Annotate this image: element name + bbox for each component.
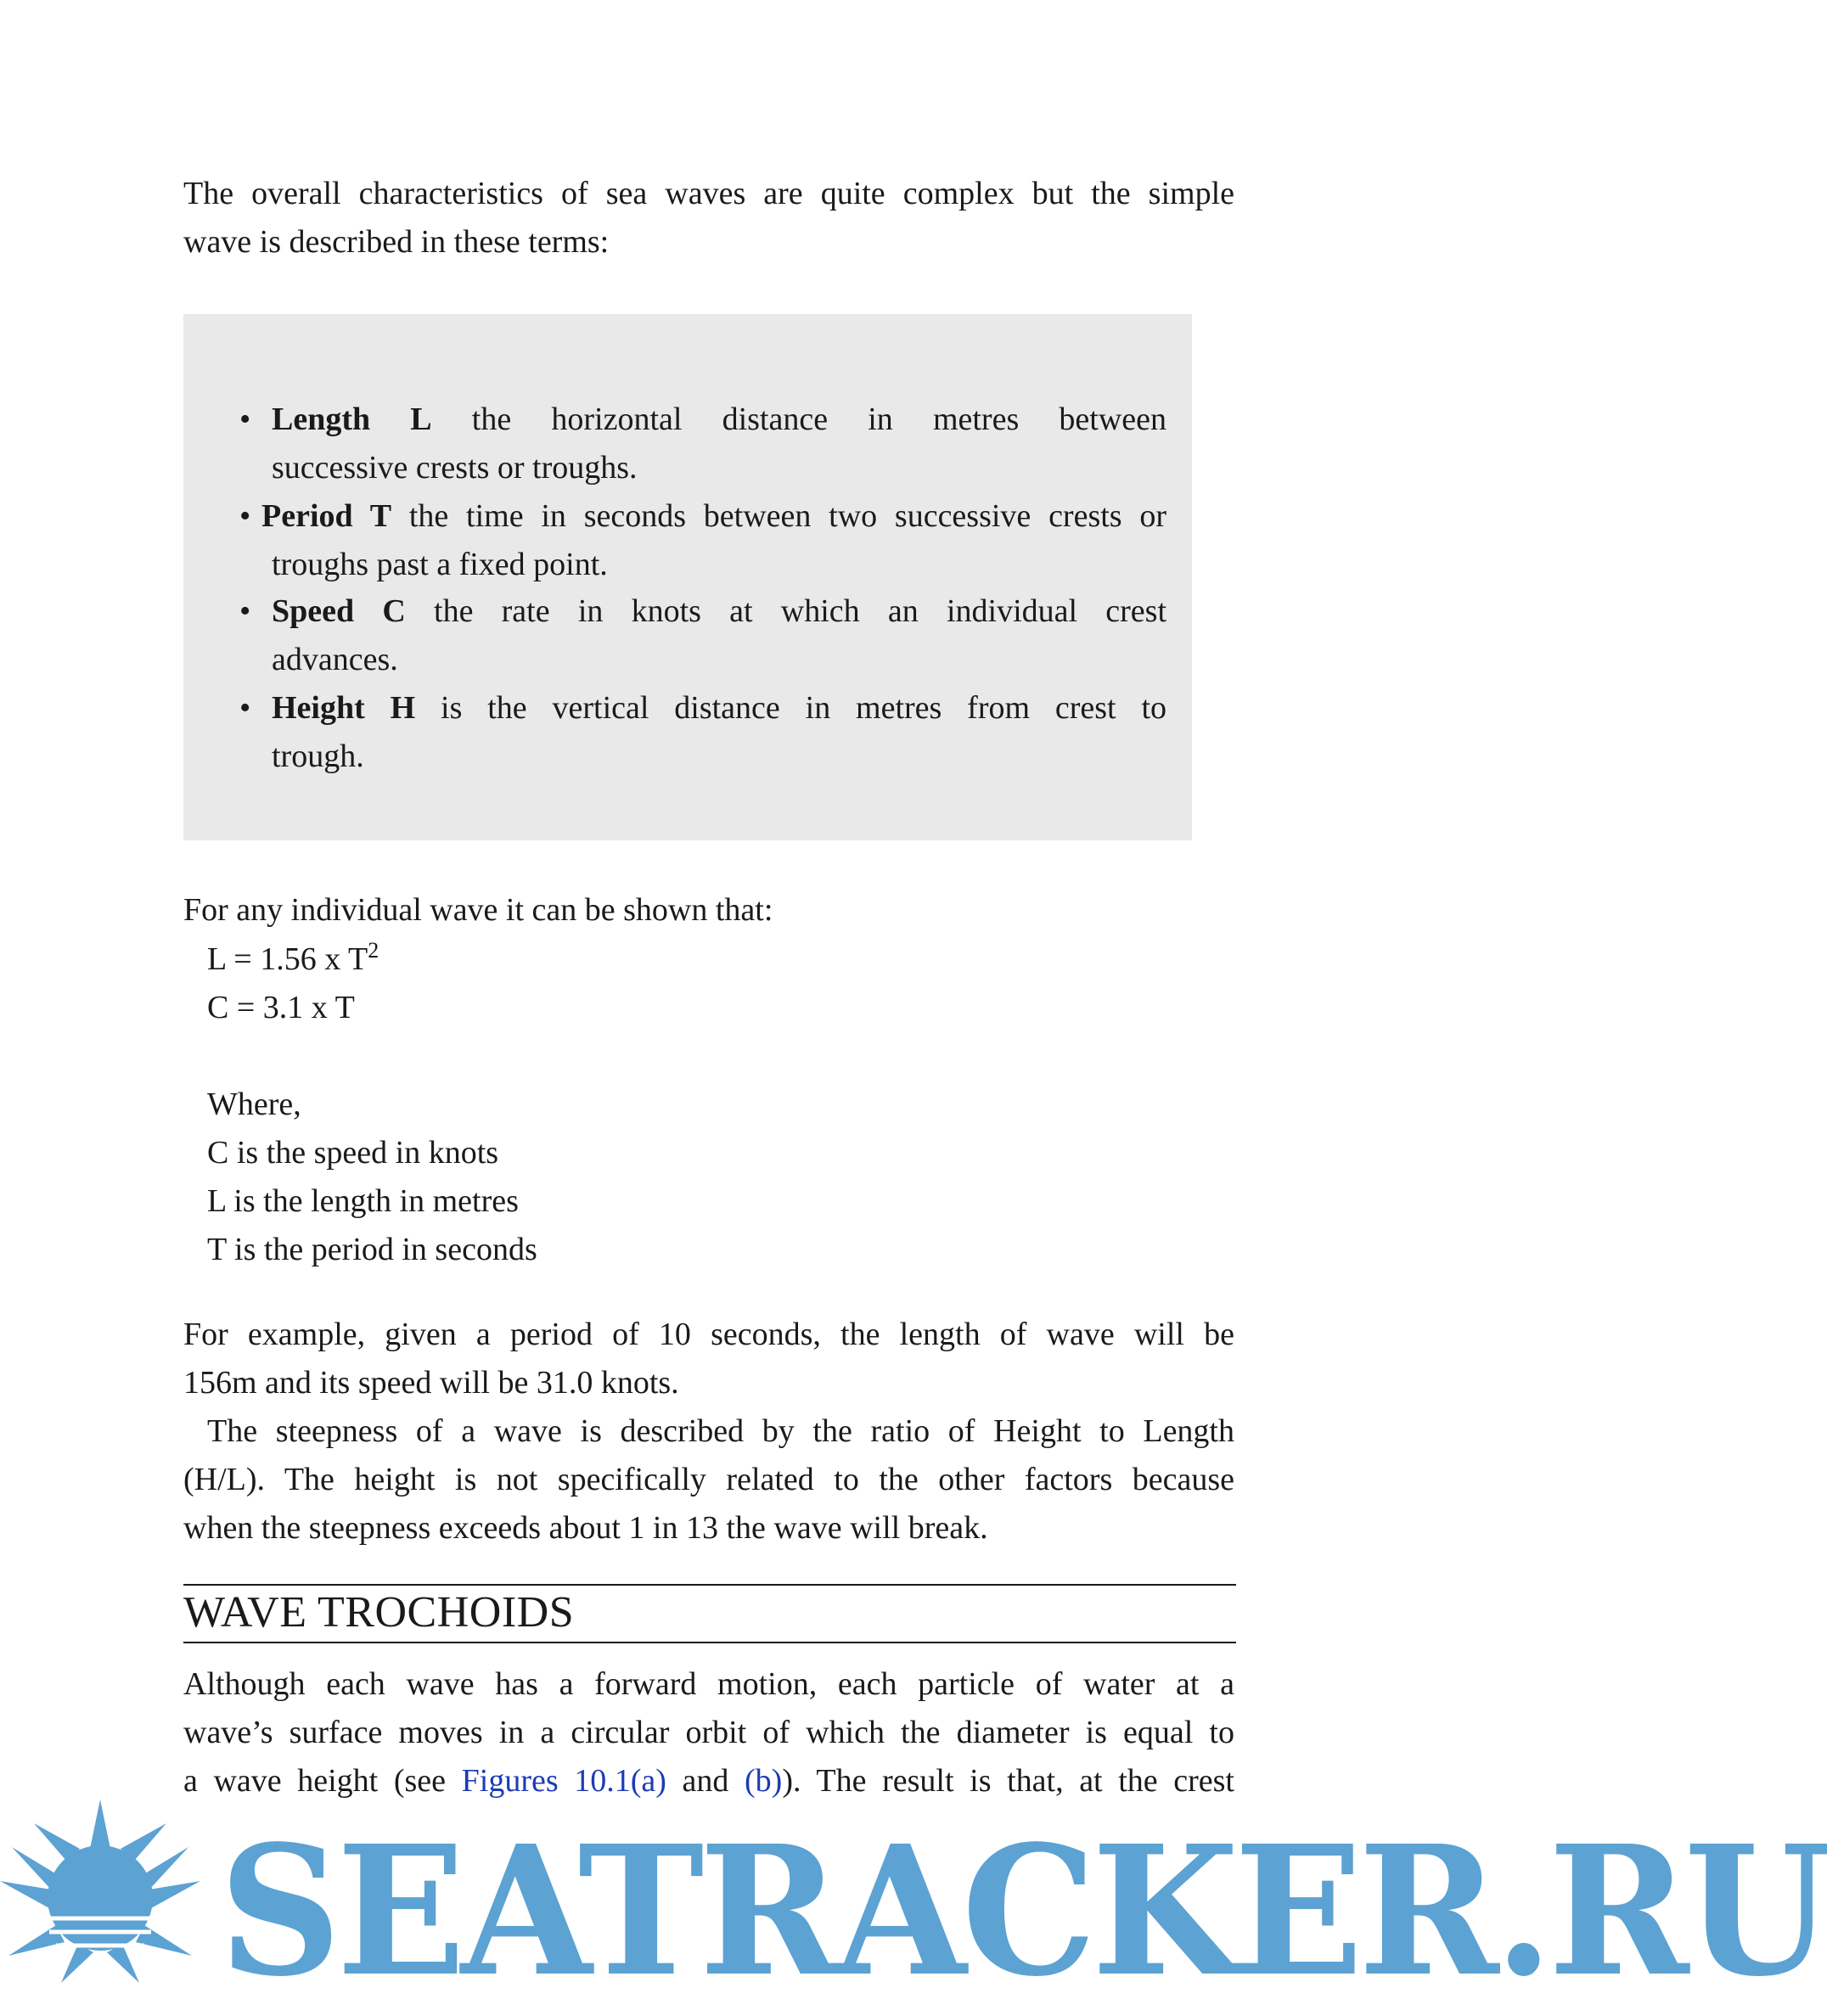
heading-rule-bottom: [183, 1642, 1236, 1643]
intro-line-1: The overall characteristics of sea waves are quite complex but the simple: [183, 176, 1234, 211]
formula-speed: C = 3.1 x T: [207, 990, 355, 1025]
bullet-icon: •: [239, 498, 251, 534]
exponent: 2: [368, 938, 379, 963]
watermark-text: SEATRACKER.RU: [219, 1806, 1827, 2016]
definition-l: L is the length in metres: [207, 1183, 519, 1219]
intro-line-2: wave is described in these terms:: [183, 224, 610, 260]
term-speed: Speed C: [272, 593, 406, 629]
bullet-icon: •: [239, 593, 251, 629]
sun-logo-icon: [0, 1800, 212, 1983]
section-line-2: wave’s surface moves in a circular orbit of which the diameter is equal to: [183, 1715, 1234, 1750]
section-line-3: a wave height (see Figures 10.1(a) and (b)). The result is that, at the crest: [183, 1763, 1234, 1799]
definition-length: • Length L the horizontal distance in metres between successive crests or troughs.: [239, 396, 1166, 492]
term-height: Height H: [272, 690, 416, 726]
figure-link-a[interactable]: Figures 10.1(a): [461, 1763, 666, 1799]
figure-link-b[interactable]: (b): [745, 1763, 783, 1799]
steepness-line-2: (H/L). The height is not specifically related to the other factors because: [183, 1462, 1234, 1497]
section-line-1: Although each wave has a forward motion, each particle of water at a: [183, 1666, 1234, 1702]
steepness-line-1: The steepness of a wave is described by the ratio of Height to Length: [207, 1413, 1234, 1449]
term-period: Period T: [261, 498, 392, 534]
example-line-1: For example, given a period of 10 seconds, the length of wave will be: [183, 1317, 1234, 1352]
definition-period: • Period T the time in seconds between two successive crests or troughs past a fixed point.: [239, 492, 1166, 589]
steepness-line-3: when the steepness exceeds about 1 in 13 the wave will break.: [183, 1510, 988, 1546]
formula-lead: For any individual wave it can be shown that:: [183, 892, 773, 928]
bullet-icon: •: [239, 402, 251, 437]
bullet-icon: •: [239, 690, 251, 726]
term-length: Length L: [272, 402, 432, 437]
definition-speed: • Speed C the rate in knots at which an individual crest advances.: [239, 587, 1166, 684]
section-heading: WAVE TROCHOIDS: [183, 1588, 575, 1637]
example-line-2: 156m and its speed will be 31.0 knots.: [183, 1365, 679, 1401]
where-label: Where,: [207, 1087, 301, 1122]
formula-length: L = 1.56 x $T^2$: [207, 938, 379, 977]
definition-t: T is the period in seconds: [207, 1232, 537, 1267]
definition-c: C is the speed in knots: [207, 1135, 499, 1171]
definition-height: • Height H is the vertical distance in metres from crest to trough.: [239, 684, 1166, 781]
